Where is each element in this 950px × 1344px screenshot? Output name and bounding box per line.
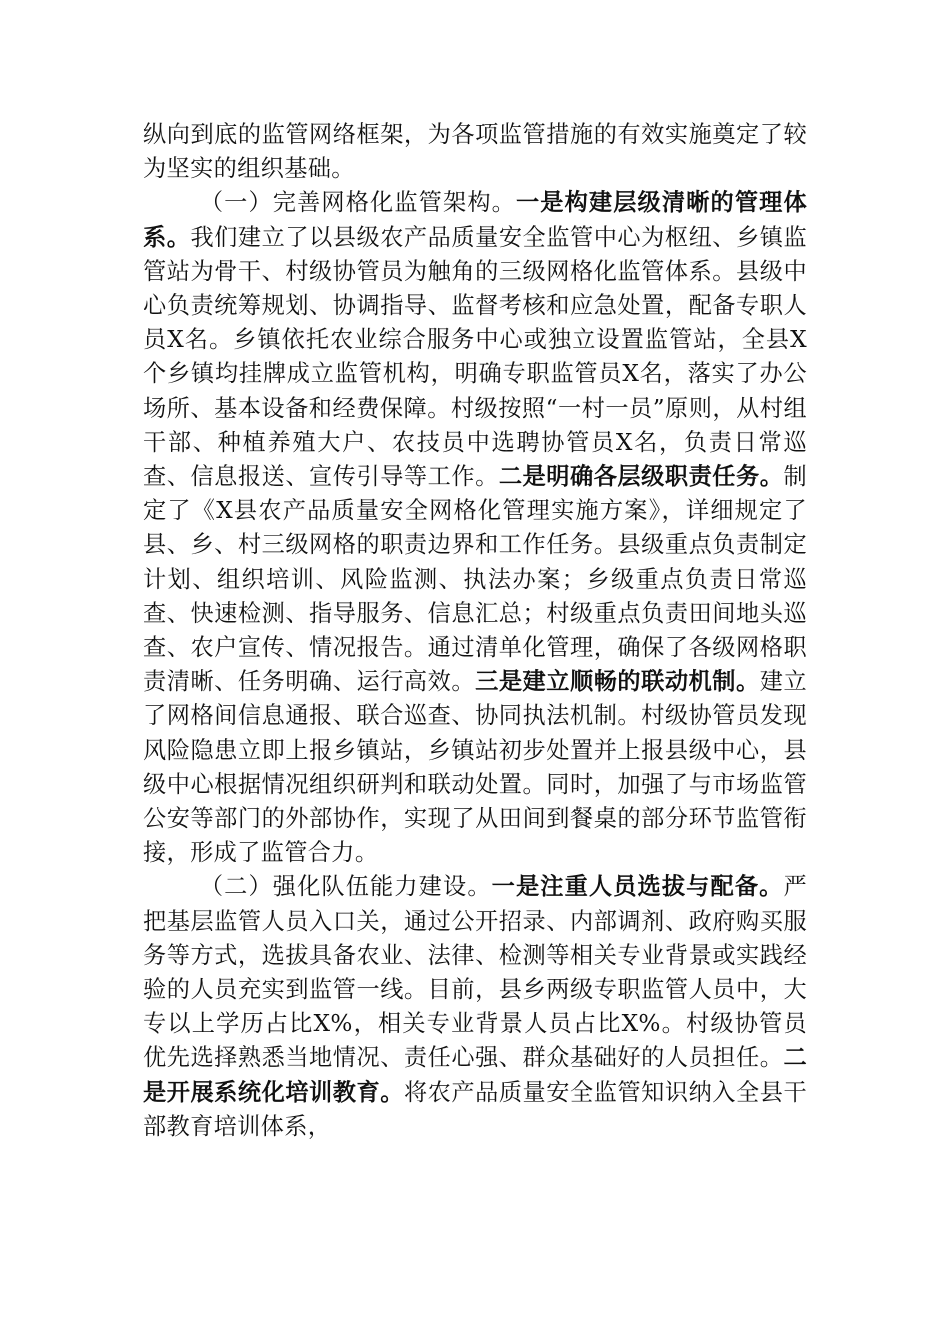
document-body [143,118,807,1144]
body-text: 建立了网格间信息通报、联合巡查、协同执法机制。村级协管员发现风险隐患立即上报乡镇站，乡镇站初步处置并上报县级中心，县级中心根据情况组织研判和联动处置。同时，加强了与市场监管公安等部门的外部协作，实现了从田间到餐桌的部分环节监管衔接，形成了监管合力。 [143,668,808,867]
body-text: 我们建立了以县级农产品质量安全监管中心为枢纽、乡镇监管站为骨干、村级协管员为触角的三级网格化监管体系。县级中心负责统筹规划、协调指导、监督考核和应急处置，配备专职人员X名。乡镇依托农业综合服务中心或独立设置监管站，全县X个乡镇均挂牌成立监管机构，明确专职监管员X名，落实了办公场所、基本设备和经费保障。村级按照“一村一员”原则，从村组干部、种植养殖大户、农技员中选聘协管员X名，负责日常巡查、信息报送、宣传引导等工作。 [143,223,807,491]
section-heading: （一）完善网格化监管架构。 [199,189,516,217]
bold-subheading: 二是明确各层级职责任务。 [498,463,784,491]
bold-subheading: 一是注重人员选拔与配备。 [491,873,784,901]
bold-subheading: 一是构建层级清晰的管理体系。 [143,189,807,251]
body-text: 纵向到底的监管网络框架，为各项监管措施的有效实施奠定了较为坚实的组织基础。 [143,121,807,183]
paragraph-section-2 [143,870,807,1144]
body-text: 将农产品质量安全监管知识纳入全县干部教育培训体系， [143,1078,807,1140]
body-text: 制定了《X县农产品质量安全网格化管理实施方案》，详细规定了县、乡、村三级网格的职责边界和工作任务。县级重点负责制定计划、组织培训、风险监测、执法办案；乡级重点负责日常巡查、快速检测、指导服务、信息汇总；村级重点负责田间地头巡查、农户宣传、情况报告。通过清单化管理，确保了各级网格职责清晰、任务明确、运行高效。 [143,463,808,696]
bold-subheading: 二是开展系统化培训教育。 [143,1044,807,1106]
paragraph-section-1 [143,186,807,870]
paragraph-continuation [143,118,807,186]
body-text: 严把基层监管人员入口关，通过公开招录、内部调剂、政府购买服务等方式，选拔具备农业、法律、检测等相关专业背景或实践经验的人员充实到监管一线。目前，县乡两级专职监管人员中，大专以上学历占比X%，相关专业背景人员占比X%。村级协管员优先选择熟悉当地情况、责任心强、群众基础好的人员担任。 [143,873,807,1072]
bold-subheading: 三是建立顺畅的联动机制。 [475,668,760,696]
section-heading: （二）强化队伍能力建设。 [199,873,492,901]
